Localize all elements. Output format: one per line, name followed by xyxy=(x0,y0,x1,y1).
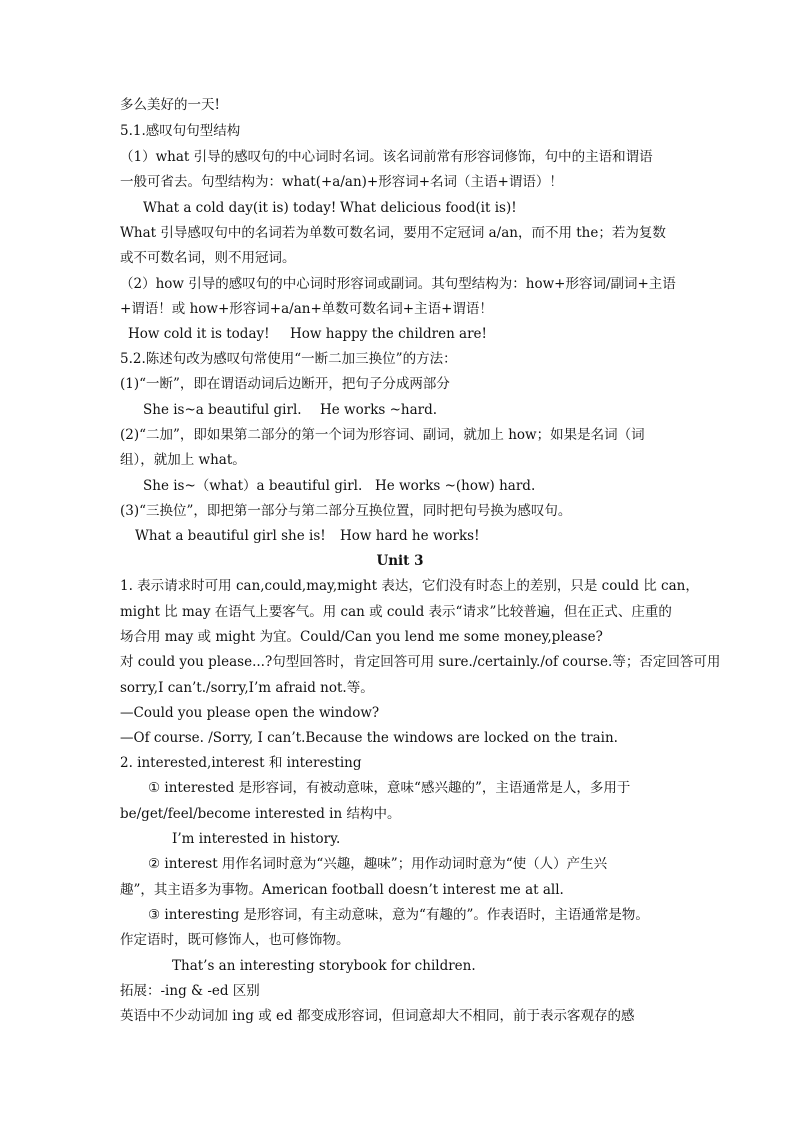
example-sentence: She is~（what）a beautiful girl. xyxy=(143,478,363,494)
text-line: (3)“三换位”，即把第一部分与第二部分互换位置，同时把句号换为感叹句。 xyxy=(120,503,572,519)
dialogue-line: —Could you please open the window? xyxy=(120,705,380,721)
text-line: 1. 表示请求时可用 can,could,may,might 表达，它们没有时态上的差别，只是 could 比 can， xyxy=(120,578,699,594)
section-heading: 5.1.感叹句句型结构 xyxy=(120,123,241,139)
example-sentence: He works ~(how) hard. xyxy=(375,478,536,494)
text-line: 一般可省去。句型结构为：what(+a/an)+形容词+名词（主语+谓语）！ xyxy=(120,174,563,190)
text-line: ② interest 用作名词时意为“兴趣，趣味”；用作动词时意为“使（人）产生兴 xyxy=(148,856,608,872)
example-sentence: She is~a beautiful girl. xyxy=(143,402,302,418)
text-line: 或不可数名词，则不用冠词。 xyxy=(120,250,296,266)
text-line: (2)“二加”，即如果第二部分的第一个词为形容词、副词，就加上 how；如果是名词（词 xyxy=(120,427,645,443)
text-line: 多么美好的一天! xyxy=(120,97,220,113)
text-line: be/get/feel/become interested in 结构中。 xyxy=(120,806,401,822)
text-line: 对 could you please...?句型回答时，肯定回答可用 sure./certainly./of course.等；否定回答可用 xyxy=(120,654,721,670)
example-sentence: How cold it is today! xyxy=(128,326,270,342)
text-line: 英语中不少动词加 ing 或 ed 都变成形容词，但词意却大不相同，前于表示客观存的感 xyxy=(120,1008,635,1024)
text-line: might 比 may 在语气上要客气。用 can 或 could 表示“请求”比较普遍，但在正式、庄重的 xyxy=(120,604,672,620)
text-line: 作定语时，既可修饰人，也可修饰物。 xyxy=(120,932,350,948)
section-heading: 5.2.陈述句改为感叹句常使用“一断二加三换位”的方法： xyxy=(120,351,457,367)
text-line: What 引导感叹句中的名词若为单数可数名词，要用不定冠词 a/an，而不用 the；若为复数 xyxy=(120,225,666,241)
text-line: 趣”，其主语多为事物。American football doesn’t interest me at all. xyxy=(120,882,564,898)
example-sentence: How happy the children are! xyxy=(290,326,487,342)
unit-heading: Unit 3 xyxy=(376,553,424,569)
text-line: ③ interesting 是形容词，有主动意味，意为“有趣的”。作表语时，主语通常是物。 xyxy=(148,907,649,923)
text-line: sorry,I can’t./sorry,I’m afraid not.等。 xyxy=(120,680,374,696)
example-sentence: That’s an interesting storybook for children. xyxy=(172,958,476,974)
example-sentence: What a cold day(it is) today! xyxy=(143,200,337,216)
example-sentence: How hard he works! xyxy=(340,528,480,544)
example-sentence: He works ~hard. xyxy=(320,402,438,418)
text-line: （1）what 引导的感叹句的中心词时名词。该名词前常有形容词修饰，句中的主语和谓语 xyxy=(120,149,653,165)
text-line: +谓语！或 how+形容词+a/an+单数可数名词+主语+谓语！ xyxy=(120,301,493,317)
text-line: (1)“一断”，即在谓语动词后边断开，把句子分成两部分 xyxy=(120,376,450,392)
example-sentence: What delicious food(it is)! xyxy=(340,200,517,216)
text-line: ① interested 是形容词，有被动意味，意味“感兴趣的”，主语通常是人，多用于 xyxy=(148,780,631,796)
text-line: 场合用 may 或 might 为宜。Could/Can you lend me some money,please? xyxy=(120,629,603,645)
text-line: 拓展：-ing & -ed 区别 xyxy=(120,983,260,999)
text-line: （2）how 引导的感叹句的中心词时形容词或副词。其句型结构为：how+形容词/副词+主语 xyxy=(120,276,676,292)
text-line: 2. interested,interest 和 interesting xyxy=(120,755,362,771)
text-line: 组），就加上 what。 xyxy=(120,452,246,468)
example-sentence: What a beautiful girl she is! xyxy=(135,528,326,544)
example-sentence: I’m interested in history. xyxy=(172,831,341,847)
dialogue-line: —Of course. /Sorry, I can’t.Because the windows are locked on the train. xyxy=(120,730,618,746)
